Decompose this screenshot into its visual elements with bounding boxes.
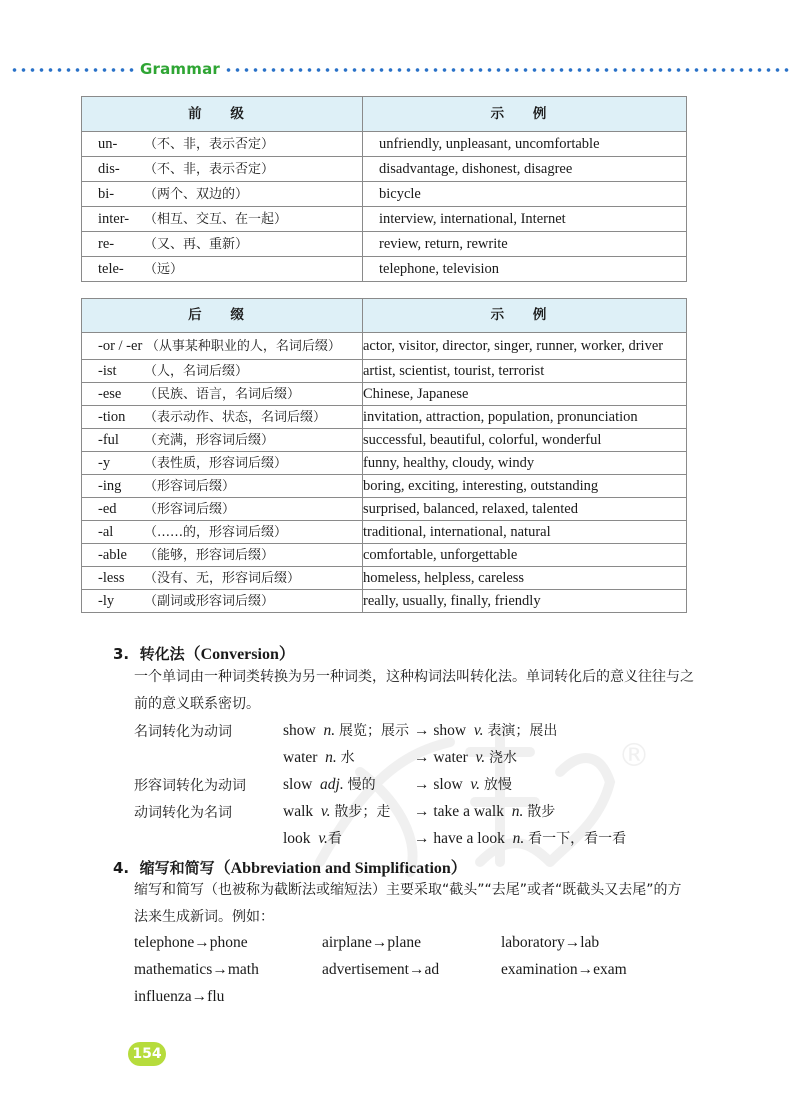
- suffix-meaning: （表性质，形容词后缀）: [144, 455, 288, 471]
- source-pos: v.: [320, 803, 331, 820]
- suffix-meaning: （形容词后缀）: [144, 478, 236, 494]
- suffix-form: -ist: [98, 362, 117, 379]
- suffix-meaning: （从事某种职业的人，名词后缀）: [145, 338, 341, 354]
- table-row: [82, 406, 687, 429]
- target-pos: n.: [511, 803, 524, 820]
- arrow-icon: →: [564, 934, 581, 951]
- source-word: slow: [283, 776, 313, 793]
- table-row: [82, 232, 687, 257]
- suffix-form: -ly: [98, 592, 115, 609]
- short-word: math: [227, 961, 259, 978]
- abbreviation-example: [322, 934, 421, 952]
- prefix-examples: disadvantage, dishonest, disagree: [363, 157, 687, 182]
- suffix-form: -able: [98, 546, 127, 563]
- arrow-icon: →: [194, 934, 210, 951]
- suffix-examples: funny, healthy, cloudy, windy: [363, 452, 687, 475]
- target-pos: v.: [475, 749, 486, 766]
- suffix-examples: boring, exciting, interesting, outstanding: [363, 475, 687, 498]
- table-row: [82, 452, 687, 475]
- table-row: [82, 182, 687, 207]
- target-meaning: 表演；展出: [487, 723, 558, 739]
- suffix-form: -y: [98, 454, 111, 471]
- abbreviation-title-en: （Abbreviation and Simplification）: [214, 860, 467, 877]
- abbreviation-intro: 缩写和简写（也被称为截断法或缩短法）主要采取“截头”“去尾”或者“既截头又去尾”的方法来生成新词。例如：: [134, 882, 682, 925]
- suffix-form: -ed: [98, 500, 117, 517]
- target-pos: v.: [470, 776, 481, 793]
- prefix-header-examples: 示 例: [363, 97, 687, 132]
- abbreviation-heading: [113, 855, 467, 878]
- arrow-icon: →: [414, 776, 430, 793]
- prefix-examples: review, return, rewrite: [363, 232, 687, 257]
- table-row: [82, 360, 687, 383]
- abbreviation-number: 4.: [113, 859, 130, 877]
- suffix-meaning: （民族、语言，名词后缀）: [144, 386, 301, 402]
- prefix-meaning: （不、非，表示否定）: [144, 161, 275, 177]
- prefix-examples: interview, international, Internet: [363, 207, 687, 232]
- source-pos: n.: [323, 722, 336, 739]
- suffix-cell: [82, 406, 363, 429]
- registered-mark: ®: [618, 736, 650, 774]
- conversion-target: [414, 801, 555, 821]
- source-meaning: 看: [327, 831, 342, 847]
- full-word: telephone: [134, 934, 195, 951]
- suffix-examples: [363, 333, 687, 360]
- full-word: examination: [501, 961, 578, 978]
- section-label: Grammar: [140, 60, 221, 78]
- abbreviation-example: [501, 934, 599, 952]
- prefix-header-affix: 前 级: [82, 97, 363, 132]
- conversion-source: [283, 774, 376, 794]
- suffix-meaning: （……的，形容词后缀）: [144, 524, 288, 540]
- table-row: [82, 257, 687, 282]
- suffix-examples: comfortable, unforgettable: [363, 544, 687, 567]
- source-meaning: 水: [340, 750, 355, 766]
- suffix-form: -ese: [98, 385, 122, 402]
- suffix-header-examples: 示 例: [363, 299, 687, 333]
- suffix-examples: Chinese, Japanese: [363, 383, 687, 406]
- conversion-intro: 一个单词由一种词类转换为另一种词类，这种构词法叫转化法。单词转化后的意义往往与之前的意义联系密切。: [134, 669, 694, 712]
- conversion-heading: [113, 641, 295, 664]
- source-word: look: [283, 830, 311, 847]
- suffix-examples: surprised, balanced, relaxed, talented: [363, 498, 687, 521]
- table-row: [82, 207, 687, 232]
- suffix-cell: [82, 360, 363, 383]
- arrow-icon: →: [191, 988, 208, 1005]
- suffix-cell: [82, 429, 363, 452]
- suffix-cell: [82, 383, 363, 406]
- suffix-cell: [82, 475, 363, 498]
- short-word: ad: [424, 961, 440, 978]
- conversion-title-en: （Conversion）: [184, 646, 295, 663]
- full-word: laboratory: [501, 934, 565, 951]
- prefix-table-header: [82, 97, 687, 132]
- conversion-source: [283, 828, 342, 848]
- suffix-examples: traditional, international, natural: [363, 521, 687, 544]
- conversion-category: 动词转化为名词: [134, 805, 232, 821]
- prefix-cell: [82, 257, 363, 282]
- short-word: lab: [580, 934, 600, 951]
- conversion-target: [414, 828, 626, 848]
- full-word: airplane: [322, 934, 372, 951]
- prefix-cell: [82, 207, 363, 232]
- suffix-examples: artist, scientist, tourist, terrorist: [363, 360, 687, 383]
- prefix-meaning: （不、非，表示否定）: [144, 136, 275, 152]
- suffix-meaning: （表示动作、状态，名词后缀）: [144, 409, 327, 425]
- target-word: slow: [433, 776, 463, 793]
- table-row: [82, 590, 687, 613]
- suffix-cell: [82, 544, 363, 567]
- target-word: have a look: [433, 830, 505, 847]
- table-row: [82, 132, 687, 157]
- abbreviation-example: [322, 961, 439, 979]
- prefix-cell: [82, 232, 363, 257]
- prefix-form: bi-: [98, 185, 115, 202]
- abbreviation-example: [134, 934, 248, 952]
- target-meaning: 散步: [527, 804, 556, 820]
- source-pos: v.: [318, 830, 328, 847]
- source-word: show: [283, 722, 316, 739]
- conversion-target: [414, 720, 557, 740]
- conversion-target: [414, 747, 517, 767]
- suffix-cell: [82, 452, 363, 475]
- arrow-icon: →: [414, 722, 430, 739]
- prefix-table: [81, 96, 687, 282]
- abbreviation-example: [501, 961, 627, 979]
- suffix-form: -or / -er: [98, 337, 143, 354]
- suffix-meaning: （充满，形容词后缀）: [144, 432, 275, 448]
- prefix-meaning: （远）: [144, 261, 184, 277]
- conversion-target: [414, 774, 512, 794]
- target-meaning: 看一下，看一看: [528, 831, 627, 847]
- arrow-icon: →: [577, 961, 594, 978]
- conversion-source: [283, 801, 390, 821]
- abbreviation-example: [134, 988, 224, 1006]
- arrow-icon: →: [371, 934, 388, 951]
- target-word: show: [433, 722, 467, 739]
- arrow-icon: →: [414, 749, 430, 766]
- prefix-cell: [82, 157, 363, 182]
- suffix-examples: successful, beautiful, colorful, wonderful: [363, 429, 687, 452]
- prefix-form: inter-: [98, 210, 130, 227]
- table-row: [82, 333, 687, 360]
- target-pos: v.: [473, 722, 484, 739]
- suffix-meaning: （能够，形容词后缀）: [144, 547, 275, 563]
- suffix-form: -al: [98, 523, 114, 540]
- suffix-table-header: [82, 299, 687, 333]
- prefix-examples: telephone, television: [363, 257, 687, 282]
- arrow-icon: →: [414, 803, 430, 820]
- suffix-cell: [82, 333, 363, 360]
- table-row: [82, 567, 687, 590]
- short-word: exam: [593, 961, 627, 978]
- target-meaning: 浇水: [489, 750, 518, 766]
- source-meaning: 慢的: [347, 777, 376, 793]
- prefix-cell: [82, 132, 363, 157]
- prefix-examples: bicycle: [363, 182, 687, 207]
- suffix-form: -ful: [98, 431, 119, 448]
- suffix-form: -less: [98, 569, 125, 586]
- table-row: [82, 429, 687, 452]
- prefix-meaning: （相互、交互、在一起）: [144, 211, 288, 227]
- short-word: phone: [209, 934, 248, 951]
- prefix-examples: unfriendly, unpleasant, uncomfortable: [363, 132, 687, 157]
- conversion-category: 形容词转化为动词: [134, 778, 246, 794]
- conversion-number: 3.: [113, 645, 130, 663]
- table-row: [82, 157, 687, 182]
- target-word: take a walk: [433, 803, 504, 820]
- target-word: water: [433, 749, 468, 766]
- prefix-form: un-: [98, 135, 118, 152]
- table-row: [82, 383, 687, 406]
- conversion-title-cn: 转化法: [139, 645, 185, 663]
- suffix-examples: invitation, attraction, population, pronunciation: [363, 406, 687, 429]
- suffix-cell: [82, 498, 363, 521]
- source-word: walk: [283, 803, 314, 820]
- prefix-form: tele-: [98, 260, 124, 277]
- suffix-cell: [82, 590, 363, 613]
- arrow-icon: →: [414, 830, 430, 847]
- abbreviation-example: [134, 961, 259, 979]
- source-meaning: 展览；展示: [338, 723, 409, 739]
- source-pos: n.: [325, 749, 337, 766]
- conversion-category: 名词转化为动词: [134, 724, 232, 740]
- suffix-examples: really, usually, finally, friendly: [363, 590, 687, 613]
- table-row: [82, 544, 687, 567]
- source-pos: adj.: [320, 776, 344, 793]
- table-row: [82, 521, 687, 544]
- suffix-form: -ing: [98, 477, 122, 494]
- source-word: water: [283, 749, 318, 766]
- page-number-badge: 154: [128, 1042, 166, 1066]
- suffix-cell: [82, 521, 363, 544]
- suffix-header-affix: 后 缀: [82, 299, 363, 333]
- arrow-icon: →: [408, 961, 425, 978]
- target-pos: n.: [512, 830, 525, 847]
- suffix-meaning: （形容词后缀）: [144, 501, 236, 517]
- abbreviation-title-cn: 缩写和简写: [139, 859, 215, 877]
- full-word: influenza: [134, 988, 192, 1005]
- prefix-meaning: （又、再、重新）: [144, 236, 249, 252]
- prefix-meaning: （两个、双边的）: [144, 186, 249, 202]
- prefix-cell: [82, 182, 363, 207]
- short-word: plane: [387, 934, 421, 951]
- prefix-form: dis-: [98, 160, 120, 177]
- suffix-examples: homeless, helpless, careless: [363, 567, 687, 590]
- table-row: [82, 498, 687, 521]
- suffix-meaning: （没有、无，形容词后缀）: [144, 570, 301, 586]
- arrow-icon: →: [212, 961, 228, 978]
- suffix-meaning: （副词或形容词后缀）: [144, 593, 275, 609]
- suffix-form: -tion: [98, 408, 126, 425]
- suffix-cell: [82, 567, 363, 590]
- prefix-form: re-: [98, 235, 115, 252]
- table-row: [82, 475, 687, 498]
- source-meaning: 散步；走: [334, 804, 391, 820]
- suffix-meaning: （人，名词后缀）: [144, 363, 249, 379]
- conversion-source: [283, 720, 409, 740]
- conversion-source: [283, 747, 355, 767]
- header-dots-left: [10, 68, 136, 72]
- short-word: flu: [207, 988, 225, 1005]
- target-meaning: 放慢: [483, 777, 512, 793]
- suffix-examples-text: actor, visitor, director, singer, runner, worker, driver: [363, 337, 664, 354]
- full-word: mathematics: [134, 961, 213, 978]
- full-word: advertisement: [322, 961, 409, 978]
- suffix-table: [81, 298, 687, 613]
- header-dots-right: [224, 68, 790, 72]
